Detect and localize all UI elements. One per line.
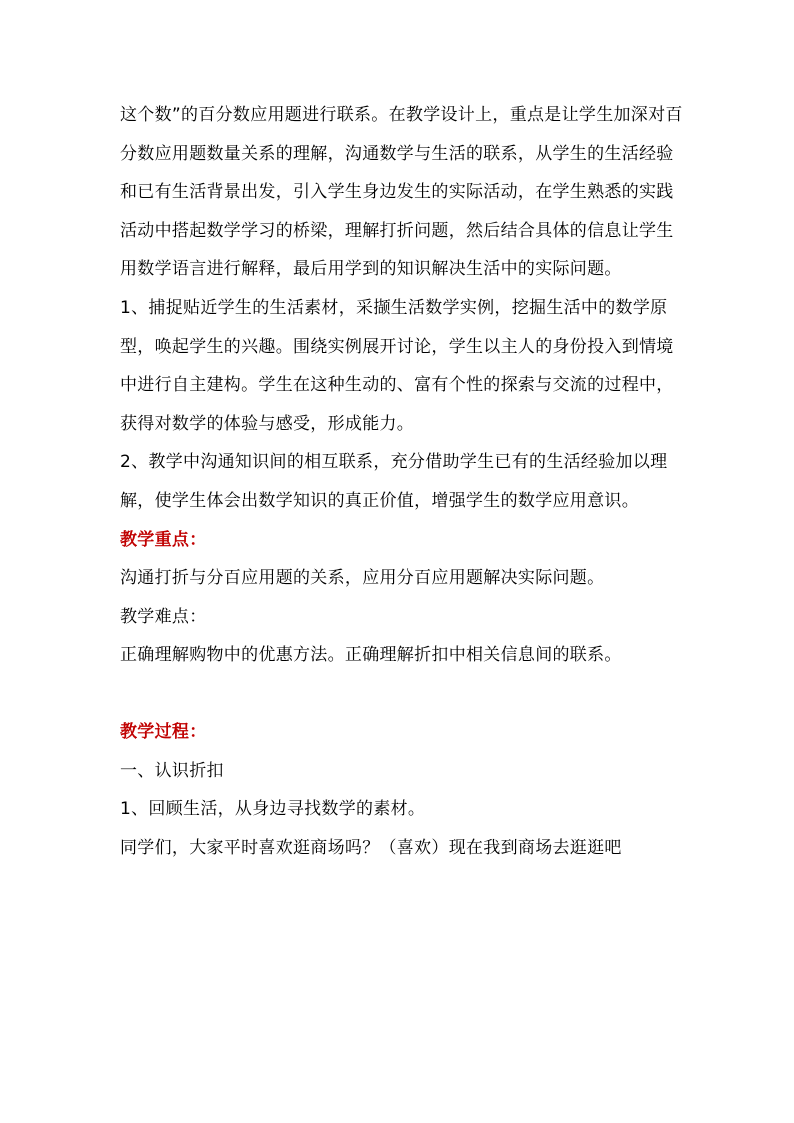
process-heading: 教学过程：	[120, 721, 207, 742]
key-points-heading: 教学重点：	[120, 529, 207, 550]
intro-paragraph: 这个数”的百分数应用题进行联系。在教学设计上，重点是让学生加深对百分数应用题数量关系的理解，沟通数学与生活的联系，从学生的生活经验和已有生活背景出发，引入学生身边发生的实际活动，在学生熟悉的实践活动中搭起数学学习的桥梁，理解打折问题，然后结合具体的信息让学生用数学语言进行解释，最后用学到的知识解决生活中的实际问题。	[120, 105, 683, 280]
step-1-text: 1、回顾生活，从身边寻找数学的素材。	[120, 799, 426, 820]
point-1-paragraph: 1、捕捉贴近学生的生活素材，采撷生活数学实例，挖掘生活中的数学原型，唤起学生的兴趣。围绕实例展开讨论，学生以主人的身份投入到情境中进行自主建构。学生在这种生动的、富有个性的探索与交流的过程中，获得对数学的体验与感受，形成能力。	[120, 297, 674, 434]
difficulty-text: 正确理解购物中的优惠方法。正确理解折扣中相关信息间的联系。	[120, 645, 622, 666]
section-1-title: 一、认识折扣	[120, 760, 224, 781]
difficulty-heading: 教学难点：	[120, 606, 207, 627]
point-2-paragraph: 2、教学中沟通知识间的相互联系，充分借助学生已有的生活经验加以理解，使学生体会出数学知识的真正价值，增强学生的数学应用意识。	[120, 452, 668, 511]
document-page	[120, 96, 688, 867]
blank-line	[120, 675, 688, 713]
dialog-1-text: 同学们，大家平时喜欢逛商场吗？（喜欢）现在我到商场去逛逛吧	[120, 837, 622, 858]
key-points-text: 沟通打折与分百应用题的关系，应用分百应用题解决实际问题。	[120, 568, 605, 589]
